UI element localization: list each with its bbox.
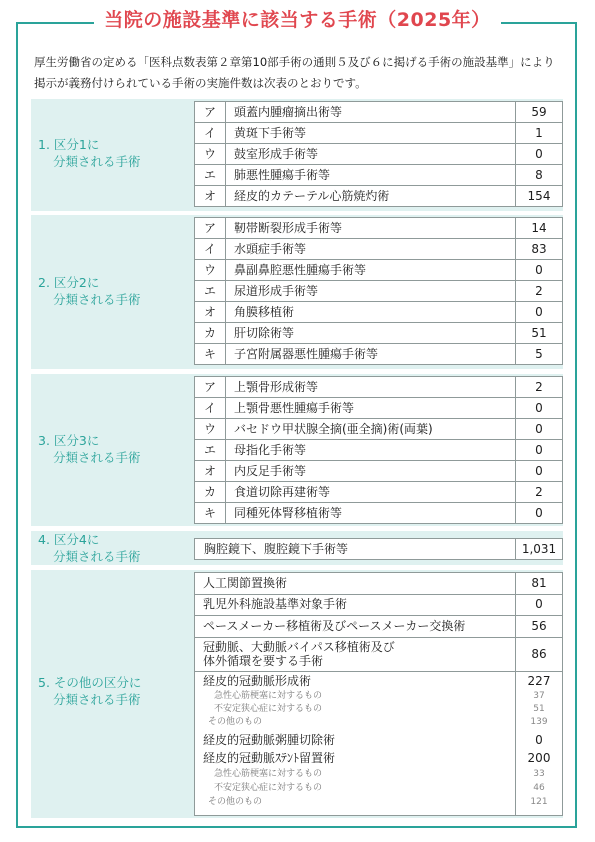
section-label [31, 432, 191, 466]
cell-value: 0 [535, 597, 543, 611]
cell-value: 81 [531, 576, 547, 590]
section-1 [31, 99, 563, 211]
section-label [31, 136, 191, 170]
cell-name: 経皮的カテーテル心筋焼灼術 [226, 186, 516, 207]
cell-value: 14 [516, 218, 563, 239]
cell-value: 1 [516, 123, 563, 144]
cell-value: 8 [516, 165, 563, 186]
cell-name: バセドウ甲状腺全摘(亜全摘)術(両葉) [226, 419, 516, 440]
section-table [194, 217, 563, 365]
cell-name: 3. 区分3に [38, 433, 100, 448]
cell-value: 37 [533, 691, 545, 701]
cell-name: 経皮的冠動脈粥腫切除術 [203, 733, 336, 747]
cell-key: オ [195, 186, 226, 207]
table-row [195, 782, 562, 795]
cell-name: 黄斑下手術等 [226, 123, 516, 144]
cell-value: 227 [527, 674, 551, 688]
cell-value: 33 [533, 769, 545, 779]
cell-key: エ [195, 440, 226, 461]
cell-value: 0 [516, 503, 563, 524]
table-row [194, 538, 563, 560]
cell-name: ペースメーカー移植術及びペースメーカー交換術 [203, 619, 466, 633]
cell-value: 0 [516, 144, 563, 165]
cell-value: 86 [531, 647, 547, 661]
cell-name: 母指化手術等 [226, 440, 516, 461]
cell-value: 0 [516, 302, 563, 323]
cell-key: ア [195, 102, 226, 123]
cell-key: オ [195, 302, 226, 323]
cell-key: イ [195, 239, 226, 260]
table-row [195, 733, 562, 749]
cell-value: 0 [516, 440, 563, 461]
cell-key: イ [195, 398, 226, 419]
cell-value: 2 [516, 377, 563, 398]
cell-key: キ [195, 344, 226, 365]
cell-value: 46 [533, 783, 545, 793]
cell-name: 1. 区分1に [38, 137, 100, 152]
cell-name: 急性心筋梗塞に対するもの [214, 691, 323, 701]
cell-value: 0 [516, 398, 563, 419]
cell-name: 不安定狭心症に対するもの [214, 704, 323, 714]
table-row [195, 637, 562, 672]
cell-name: 分類される手術 [53, 692, 141, 707]
cell-key: カ [195, 323, 226, 344]
table-row [195, 482, 563, 503]
section-2 [31, 215, 563, 369]
cell-key: ウ [195, 260, 226, 281]
cell-name: 不安定狭心症に対するもの [214, 783, 323, 793]
cell-name: 分類される手術 [53, 450, 141, 465]
cell-key: カ [195, 482, 226, 503]
table-row [195, 302, 563, 323]
cell-name: 肺悪性腫瘍手術等 [226, 165, 516, 186]
cell-value: 0 [535, 733, 543, 747]
section-3 [31, 374, 563, 526]
table-row [195, 186, 563, 207]
cell-key: キ [195, 503, 226, 524]
cell-value: 154 [516, 186, 563, 207]
cell-value: 2 [516, 281, 563, 302]
section-5 [31, 570, 563, 818]
cell-name: 経皮的冠動脈形成術 [203, 674, 312, 688]
table-row [195, 281, 563, 302]
table-row [195, 796, 562, 809]
cell-value: 200 [527, 751, 551, 765]
cell-name: 靭帯断裂形成手術等 [226, 218, 516, 239]
table-row [195, 419, 563, 440]
cell-name: 同種死体腎移植術等 [226, 503, 516, 524]
cell-name: 分類される手術 [53, 549, 141, 564]
cell-key: エ [195, 281, 226, 302]
cell-value: 56 [531, 619, 547, 633]
table-row [195, 673, 562, 689]
cell-value: 59 [516, 102, 563, 123]
cell-name: 角膜移植術 [226, 302, 516, 323]
table-row [195, 751, 562, 767]
cell-value: 0 [516, 419, 563, 440]
cell-name: 上顎骨形成術等 [226, 377, 516, 398]
cell-name: 分類される手術 [53, 292, 141, 307]
table-row [195, 440, 563, 461]
cell-name: 鼻副鼻腔悪性腫瘍手術等 [226, 260, 516, 281]
cell-value: 121 [530, 797, 548, 807]
table-row [195, 594, 562, 616]
cell-key: ウ [195, 144, 226, 165]
cell-key: エ [195, 165, 226, 186]
cell-name: 頭蓋内腫瘤摘出術等 [226, 102, 516, 123]
cell-name: 乳児外科施設基準対象手術 [203, 597, 348, 611]
cell-value: 139 [530, 717, 548, 727]
table-row [195, 260, 563, 281]
cell-name: その他のもの [208, 717, 263, 727]
table-row [195, 144, 563, 165]
cell-name: 4. 区分4に [38, 532, 100, 547]
cell-name: 冠動脈、大動脈バイパス移植術及び [203, 640, 395, 654]
section-table [194, 101, 563, 207]
cell-name: 2. 区分2に [38, 275, 100, 290]
table-row [195, 615, 562, 638]
cell-key: ア [195, 377, 226, 398]
table-row [195, 344, 563, 365]
table-row [195, 573, 562, 595]
cell-value: 83 [516, 239, 563, 260]
section-label [31, 531, 191, 565]
table-row [195, 377, 563, 398]
cell-name: その他のもの [208, 797, 263, 807]
cell-name: 上顎骨悪性腫瘍手術等 [226, 398, 516, 419]
table-row [195, 239, 563, 260]
cell-value: 51 [516, 323, 563, 344]
cell-name: 分類される手術 [53, 154, 141, 169]
section-table [194, 572, 563, 816]
cell-key: ウ [195, 419, 226, 440]
cell-name: 経皮的冠動脈ｽﾃﾝﾄ留置術 [203, 751, 336, 765]
cell-value: 1,031 [515, 539, 562, 559]
table-row [195, 323, 563, 344]
table-row [195, 461, 563, 482]
table-row [195, 165, 563, 186]
table-row [195, 716, 562, 729]
table-row [195, 690, 562, 703]
cell-name: 食道切除再建術等 [226, 482, 516, 503]
cell-name: 内反足手術等 [226, 461, 516, 482]
cell-name: 体外循環を要する手術 [203, 654, 324, 668]
section-label [31, 674, 191, 708]
section-label [31, 274, 191, 308]
cell-name: 水頭症手術等 [226, 239, 516, 260]
cell-key: オ [195, 461, 226, 482]
cell-value: 0 [516, 260, 563, 281]
cell-name: 5. その他の区分に [38, 675, 142, 690]
page-title: 当院の施設基準に該当する手術（2025年） [94, 5, 500, 35]
section-4 [31, 531, 563, 565]
cell-key: イ [195, 123, 226, 144]
cell-name: 鼓室形成手術等 [226, 144, 516, 165]
cell-value: 51 [533, 704, 545, 714]
cell-value: 5 [516, 344, 563, 365]
table-row [195, 102, 563, 123]
cell-value: 0 [516, 461, 563, 482]
cell-key: ア [195, 218, 226, 239]
intro-text: 厚生労働省の定める「医科点数表第２章第10部手術の通則５及び６に掲げる手術の施設基準」により掲示が義務付けられている手術の実施件数は次表のとおりです。 [34, 55, 555, 90]
cell-name: 人工関節置換術 [203, 576, 288, 590]
table-row [195, 398, 563, 419]
cell-value: 2 [516, 482, 563, 503]
table-row [195, 768, 562, 781]
cell-name: 尿道形成手術等 [226, 281, 516, 302]
table-row [195, 703, 562, 716]
table-row [195, 218, 563, 239]
cell-name: 子宮附属器悪性腫瘍手術等 [226, 344, 516, 365]
table-row [195, 503, 563, 524]
table-row [195, 123, 563, 144]
cell-name: 急性心筋梗塞に対するもの [214, 769, 323, 779]
section-table [194, 376, 563, 524]
cell-name: 胸腔鏡下、腹腔鏡下手術等 [204, 542, 349, 556]
cell-name: 肝切除術等 [226, 323, 516, 344]
